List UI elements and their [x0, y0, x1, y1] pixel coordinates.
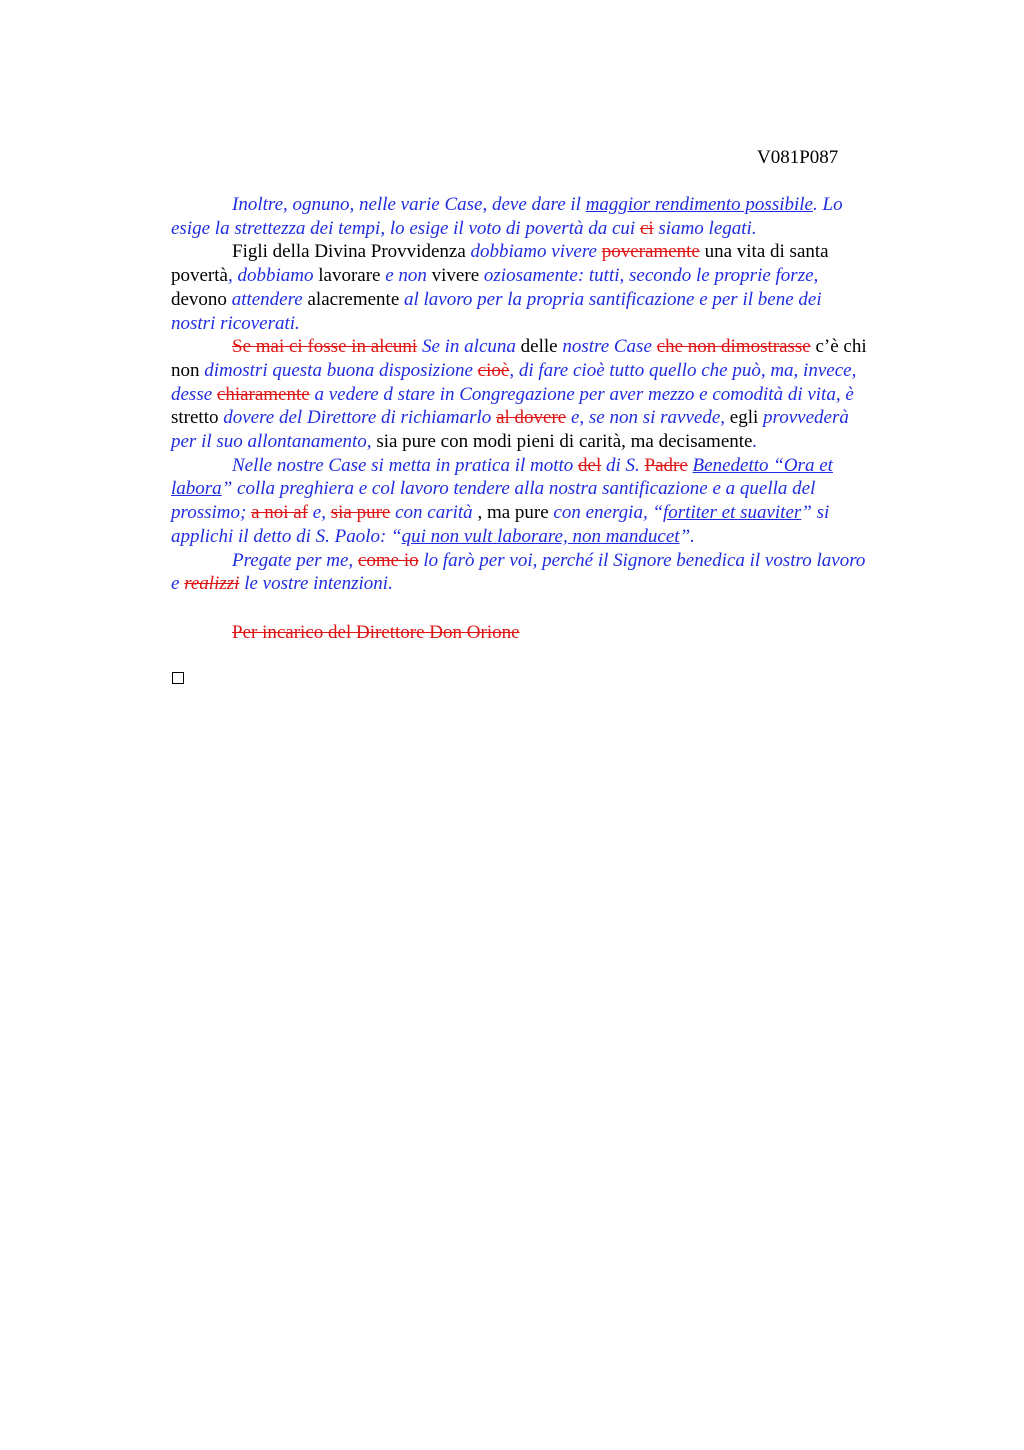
deleted-signature: Per incarico del Direttore Don Orione: [232, 622, 520, 643]
deleted-text: del: [578, 454, 602, 476]
underlined-text: Benedetto “Ora et: [692, 454, 833, 476]
text-run: ” si: [801, 502, 830, 524]
text-run: non: [171, 359, 205, 381]
text-run: c’è chi: [810, 336, 867, 358]
deleted-text: Padre: [644, 454, 688, 476]
text-run: nostre Case: [562, 336, 652, 358]
text-run: , di fare cioè tutto quello che può, ma, invece,: [509, 359, 857, 381]
paragraph-4: [171, 454, 931, 549]
document-body: [171, 193, 931, 596]
underlined-text: fortiter et suaviter: [663, 502, 802, 524]
deleted-text: chiaramente: [216, 383, 310, 405]
underlined-text: qui non vult laborare, non manducet: [401, 525, 680, 547]
text-run: , dobbiamo: [227, 265, 314, 287]
paragraph-2: [171, 240, 931, 335]
text-run: attendere: [231, 288, 303, 310]
text-run: desse: [171, 383, 217, 405]
text-run: Inoltre, ognuno, nelle varie Case, deve dare il: [232, 194, 586, 215]
text-run: esige la strettezza dei tempi, lo esige il voto di povertà da cui: [171, 217, 640, 239]
underlined-text: labora: [171, 478, 222, 500]
text-run: e, se non si ravvede,: [566, 407, 726, 429]
text-run: dimostri questa buona disposizione: [204, 359, 478, 381]
text-run: stretto: [171, 407, 224, 429]
text-run: alacremente: [302, 288, 404, 310]
text-run: ”.: [679, 525, 695, 547]
deleted-text: Se mai ci fosse in alcuni: [232, 336, 418, 358]
paragraph-5: [171, 549, 931, 596]
square-outline-icon: [172, 672, 184, 684]
text-run: lavorare: [313, 265, 386, 287]
text-run: applichi il detto di S. Paolo: “: [171, 525, 402, 547]
text-run: prossimo;: [171, 502, 252, 524]
text-run: delle: [515, 336, 563, 358]
text-run: oziosamente: tutti, secondo le proprie forze,: [483, 265, 819, 287]
text-run: le vostre intenzioni.: [239, 573, 393, 595]
text-run: Se in alcuna: [417, 336, 516, 358]
text-run: per il suo allontanamento,: [171, 431, 372, 453]
text-run: con carità: [390, 502, 478, 524]
page-id: V081P087: [757, 147, 839, 168]
text-run: sia pure con modi pieni di carità, ma decisamente: [371, 431, 753, 453]
paragraph-1: [171, 193, 931, 240]
deleted-text: cioè: [477, 359, 510, 381]
deleted-text: poveramente: [601, 241, 700, 263]
deleted-text: ci: [639, 217, 654, 239]
text-run: Nelle nostre Case si metta in pratica il motto: [232, 454, 579, 476]
text-run: egli: [725, 407, 764, 429]
text-run: al lavoro per la propria santificazione e per il bene dei: [404, 288, 822, 310]
deleted-text: sia pure: [330, 502, 391, 524]
text-run: a vedere d stare in Congregazione per aver mezzo e comodità di vita, è: [309, 383, 854, 405]
text-run: , ma pure: [477, 502, 554, 524]
deleted-text: come io: [357, 549, 419, 571]
paragraph-3: [171, 335, 931, 454]
text-run: siamo legati.: [653, 217, 757, 239]
text-run: Pregate per me,: [232, 549, 358, 571]
text-run: .: [752, 431, 758, 453]
text-run: . Lo: [813, 194, 843, 215]
text-run: nostri ricoverati.: [171, 312, 300, 334]
text-run: dobbiamo vivere: [470, 241, 602, 263]
text-run: e: [171, 573, 185, 595]
text-run: ” colla preghiera e col lavoro tendere alla nostra santificazione e a quella del: [221, 478, 816, 500]
deleted-text: realizzi: [184, 573, 240, 595]
text-run: vivere: [426, 265, 484, 287]
deleted-text: al dovere: [496, 407, 567, 429]
text-run: una vita di santa: [699, 241, 829, 263]
text-run: e,: [308, 502, 331, 524]
text-run: lo farò per voi, perché il Signore benedica il vostro lavoro: [418, 549, 866, 571]
text-run: di S.: [601, 454, 645, 476]
deleted-text: a noi af: [251, 502, 309, 524]
text-run: dovere del Direttore di richiamarlo: [223, 407, 497, 429]
text-run: e non: [385, 265, 427, 287]
underlined-text: maggior rendimento possibile: [585, 194, 813, 215]
text-run: Figli della Divina Provvidenza: [232, 241, 471, 263]
deleted-text: che non dimostrasse: [656, 336, 811, 358]
text-run: con energia, “: [553, 502, 664, 524]
text-run: provvederà: [763, 407, 849, 429]
text-run: devono: [171, 288, 232, 310]
text-run: povertà: [171, 265, 228, 287]
